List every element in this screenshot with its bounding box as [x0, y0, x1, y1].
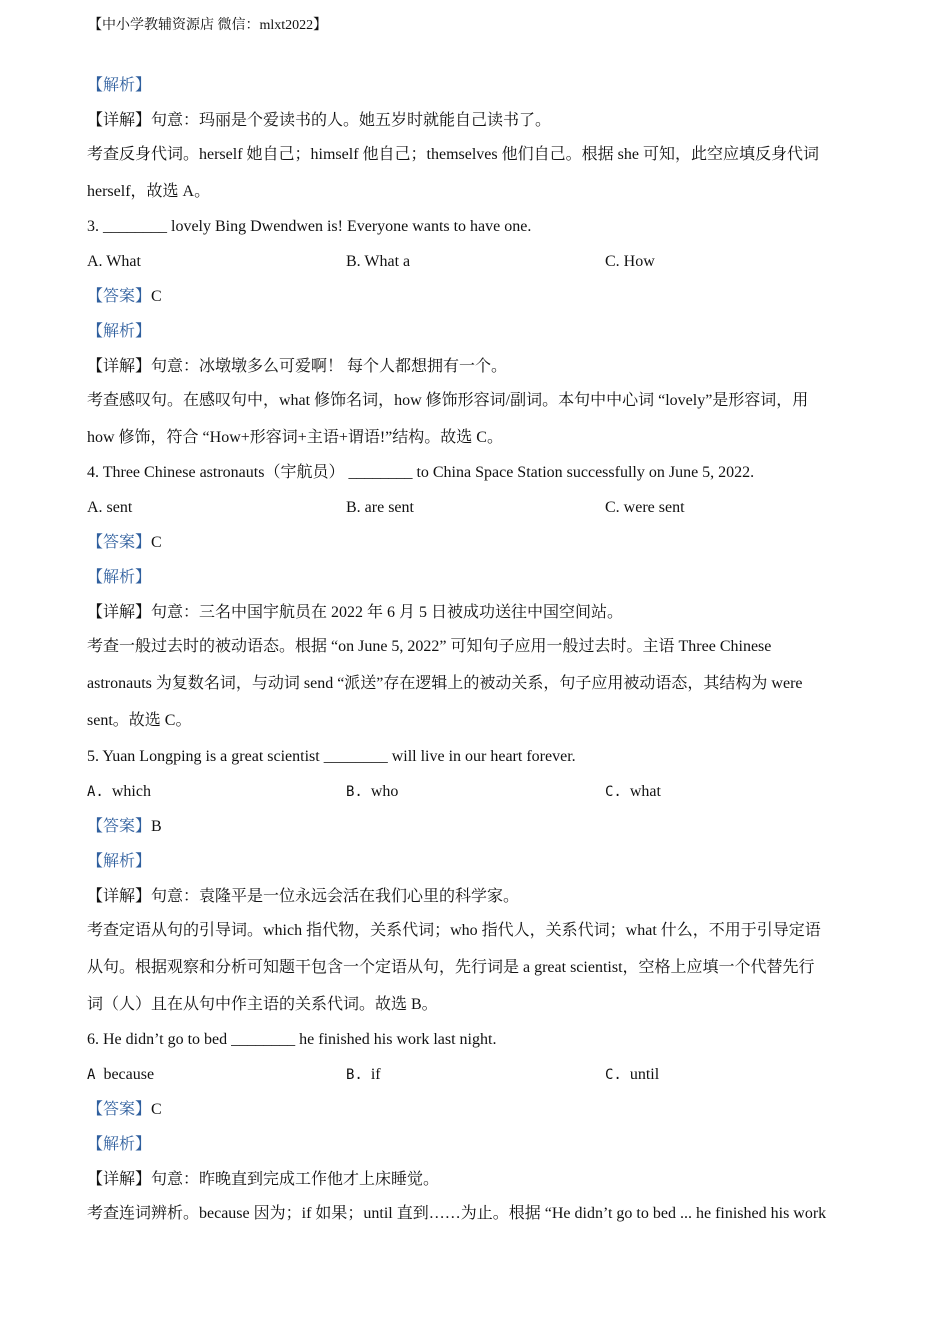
- q3-answer-value: C: [151, 288, 162, 305]
- q5-option-b: [346, 782, 398, 802]
- q4-detail: 【详解】句意：三名中国宇航员在 2022 年 6 月 5 日被成功送往中国空间站。: [87, 604, 624, 621]
- q3-stem: 3. ________ lovely Bing Dwendwen is! Everyone wants to have one.: [87, 218, 532, 235]
- q6-option-a: [87, 1065, 154, 1085]
- q4-option-c: C. were sent: [605, 499, 685, 516]
- q4-explanation-line-2: astronauts 为复数名词，与动词 send “派送”存在逻辑上的被动关系，句子应用被动语态，其结构为 were: [87, 675, 803, 692]
- q6-option-a-text: because: [103, 1066, 155, 1083]
- q4-analysis-tag: 【解析】: [87, 569, 152, 586]
- q4-answer-tag: 【答案】: [87, 534, 152, 551]
- q5-detail: 【详解】句意：袁隆平是一位永远会活在我们心里的科学家。: [87, 888, 520, 905]
- q6-option-b: [346, 1065, 381, 1085]
- q5-option-c: [605, 782, 661, 802]
- q5-stem: 5. Yuan Longping is a great scientist ________ will live in our heart forever.: [87, 748, 576, 765]
- q6-analysis-tag: 【解析】: [87, 1136, 152, 1153]
- q3-option-a: A. What: [87, 253, 141, 270]
- q6-answer-tag: 【答案】: [87, 1101, 152, 1118]
- q6-option-b-text: if: [370, 1066, 381, 1083]
- q4-explanation-line-1: 考查一般过去时的被动语态。根据 “on June 5, 2022” 可知句子应用一般过去时。主语 Three Chinese: [87, 638, 772, 655]
- q4-answer: [87, 533, 162, 553]
- q3-explanation-line-2: how 修饰，符合 “How+形容词+主语+谓语!”结构。故选 C。: [87, 429, 503, 446]
- q6-option-c-letter: C.: [605, 1067, 622, 1083]
- q3-answer-tag: 【答案】: [87, 288, 152, 305]
- q3-detail: 【详解】句意：冰墩墩多么可爱啊！ 每个人都想拥有一个。: [87, 358, 508, 375]
- q4-option-b: B. are sent: [346, 499, 414, 516]
- q6-option-b-letter: B.: [346, 1067, 363, 1083]
- q6-answer: [87, 1100, 162, 1120]
- q5-explanation-line-1: 考查定语从句的引导词。which 指代物，关系代词；who 指代人，关系代词；what 什么，不用于引导定语: [87, 922, 821, 939]
- q6-answer-value: C: [151, 1101, 162, 1118]
- q5-option-c-letter: C.: [605, 784, 622, 800]
- q6-option-c-text: until: [629, 1066, 660, 1083]
- q2-analysis-tag: 【解析】: [87, 77, 152, 94]
- q3-option-c: C. How: [605, 253, 655, 270]
- q2-detail: 【详解】句意：玛丽是个爱读书的人。她五岁时就能自己读书了。: [87, 112, 552, 129]
- q2-explanation-line-2: herself，故选 A。: [87, 183, 211, 200]
- q3-option-b: B. What a: [346, 253, 411, 270]
- q3-explanation-line-1: 考查感叹句。在感叹句中，what 修饰名词，how 修饰形容词/副词。本句中中心词 “lovely”是形容词，用: [87, 392, 809, 409]
- q5-option-b-text: who: [370, 783, 399, 800]
- q5-answer-tag: 【答案】: [87, 818, 152, 835]
- q4-stem: 4. Three Chinese astronauts（宇航员） ________ to China Space Station successfully on June 5, 2022.: [87, 464, 755, 481]
- q5-option-a: [87, 782, 151, 802]
- q5-answer-value: B: [151, 818, 162, 835]
- q5-option-a-text: which: [111, 783, 151, 800]
- page-header: 【中小学教辅资源店 微信：mlxt2022】: [88, 18, 328, 33]
- q6-explanation-line-1: 考查连词辨析。because 因为；if 如果；until 直到……为止。根据 “He didn’t go to bed ... he finished his work: [87, 1205, 827, 1222]
- q4-explanation-line-3: sent。故选 C。: [87, 712, 192, 729]
- q5-option-b-letter: B.: [346, 784, 363, 800]
- q4-answer-value: C: [151, 534, 162, 551]
- q4-option-a: A. sent: [87, 499, 133, 516]
- q5-option-a-letter: A.: [87, 784, 104, 800]
- q3-analysis-tag: 【解析】: [87, 323, 152, 340]
- q5-analysis-tag: 【解析】: [87, 853, 152, 870]
- q6-option-a-letter: A: [87, 1067, 96, 1083]
- q6-stem: 6. He didn’t go to bed ________ he finished his work last night.: [87, 1031, 497, 1048]
- q5-explanation-line-2: 从句。根据观察和分析可知题干包含一个定语从句，先行词是 a great scientist，空格上应填一个代替先行: [87, 959, 815, 976]
- q5-explanation-line-3: 词（人）且在从句中作主语的关系代词。故选 B。: [87, 996, 438, 1013]
- q6-detail: 【详解】句意：昨晚直到完成工作他才上床睡觉。: [87, 1171, 440, 1188]
- q5-answer: [87, 817, 162, 837]
- q5-option-c-text: what: [629, 783, 661, 800]
- q6-option-c: [605, 1065, 659, 1085]
- q3-answer: [87, 287, 162, 307]
- q2-explanation-line-1: 考查反身代词。herself 她自己；himself 他自己；themselves 他们自己。根据 she 可知，此空应填反身代词: [87, 146, 819, 163]
